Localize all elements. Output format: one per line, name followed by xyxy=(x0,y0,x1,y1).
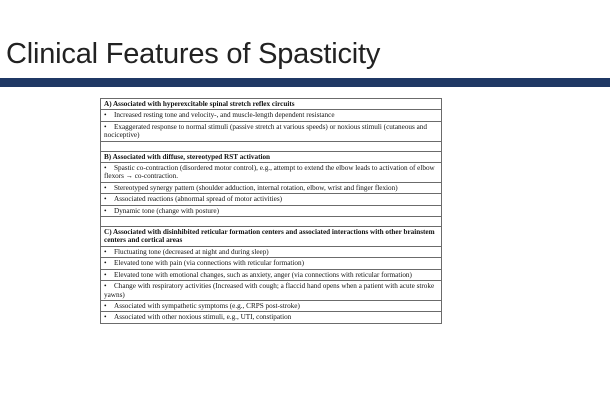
table-row xyxy=(101,182,442,193)
bullet-icon: • xyxy=(104,270,107,279)
list-item: • Associated with other noxious stimuli, e.g., UTI, constipation xyxy=(101,312,442,323)
section-c-heading: C) Associated with disinhibited reticular formation centers and associated interactions with other brainstem centers and cortical areas xyxy=(101,227,442,247)
bullet-icon: • xyxy=(104,259,107,268)
bullet-icon: • xyxy=(104,282,107,291)
section-heading-row xyxy=(101,151,442,162)
bullet-icon: • xyxy=(104,247,107,256)
list-item: • Associated reactions (abnormal spread of motor activities) xyxy=(101,194,442,205)
table-row xyxy=(101,194,442,205)
section-heading-row xyxy=(101,99,442,110)
list-item: • Elevated tone with pain (via connections with reticular formation) xyxy=(101,258,442,269)
list-item: • Fluctuating tone (decreased at night and during sleep) xyxy=(101,246,442,257)
clinical-features-table xyxy=(100,98,442,324)
table-row xyxy=(101,205,442,216)
table-row xyxy=(101,281,442,301)
section-a-heading: A) Associated with hyperexcitable spinal stretch reflex circuits xyxy=(101,99,442,110)
bullet-icon: • xyxy=(104,164,107,173)
list-item: • Dynamic tone (change with posture) xyxy=(101,205,442,216)
bullet-icon: • xyxy=(104,301,107,310)
table-row xyxy=(101,246,442,257)
section-heading-row xyxy=(101,227,442,247)
list-item: • Spastic co-contraction (disordered motor control), e.g., attempt to extend the elbow leads to activation of elbow flexors → co-contraction. xyxy=(101,163,442,183)
table-row xyxy=(101,258,442,269)
spacer-row xyxy=(101,141,442,151)
table-row xyxy=(101,163,442,183)
list-item: • Change with respiratory activities (Increased with cough; a flaccid hand opens when a patient with acute stroke yawns) xyxy=(101,281,442,301)
table-row xyxy=(101,121,442,141)
table-row xyxy=(101,110,442,121)
bullet-icon: • xyxy=(104,183,107,192)
list-item: • Associated with sympathetic symptoms (e.g., CRPS post-stroke) xyxy=(101,300,442,311)
table-row xyxy=(101,269,442,280)
spacer-row xyxy=(101,217,442,227)
slide-title: Clinical Features of Spasticity xyxy=(6,38,381,70)
list-item: • Elevated tone with emotional changes, such as anxiety, anger (via connections with reticular formation) xyxy=(101,269,442,280)
bullet-icon: • xyxy=(104,111,107,120)
bullet-icon: • xyxy=(104,206,107,215)
table-row xyxy=(101,312,442,323)
bullet-icon: • xyxy=(104,195,107,204)
bullet-icon: • xyxy=(104,313,107,322)
bullet-icon: • xyxy=(104,122,107,131)
table-row xyxy=(101,300,442,311)
title-accent-bar xyxy=(0,78,610,87)
list-item: • Exaggerated response to normal stimuli (passive stretch at various speeds) or noxious stimuli (cutaneous and nociceptive) xyxy=(101,121,442,141)
section-b-heading: B) Associated with diffuse, stereotyped RST activation xyxy=(101,151,442,162)
list-item: • Stereotyped synergy pattern (shoulder adduction, internal rotation, elbow, wrist and finger flexion) xyxy=(101,182,442,193)
list-item: • Increased resting tone and velocity-, and muscle-length dependent resistance xyxy=(101,110,442,121)
